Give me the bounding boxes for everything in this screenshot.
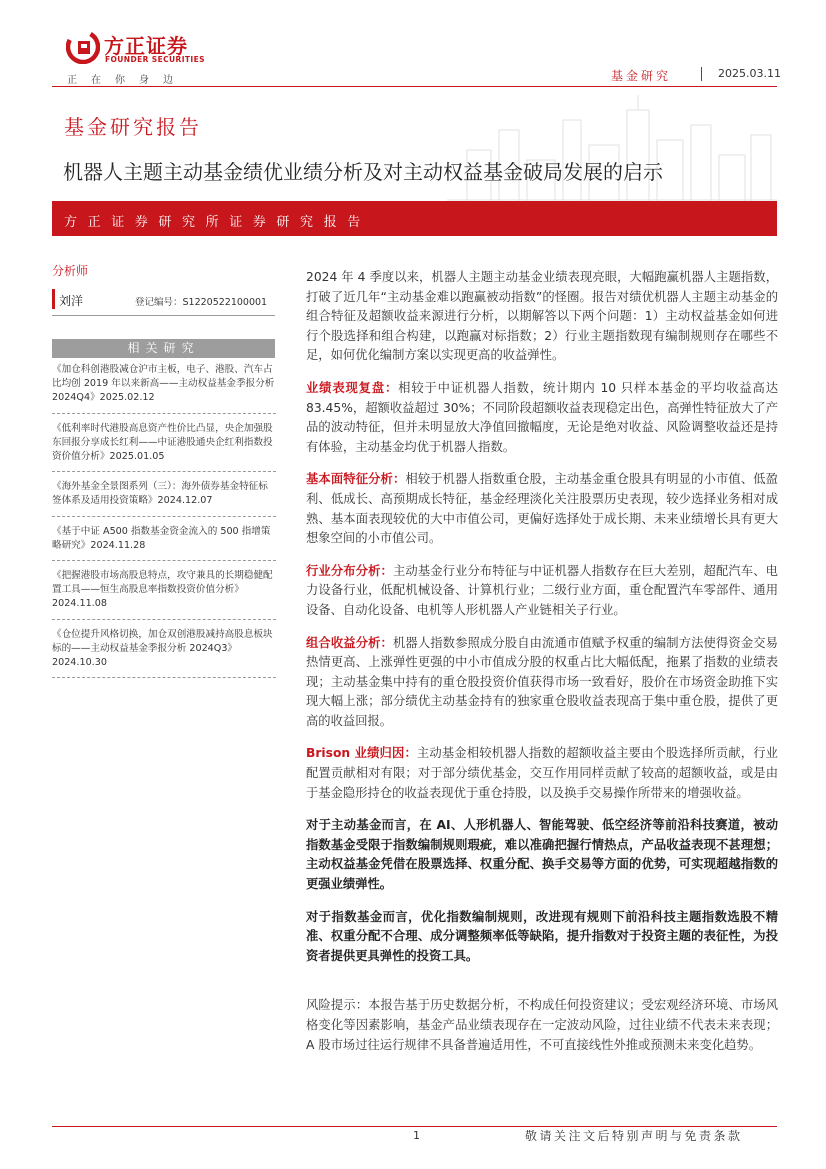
performance-paragraph [306,379,778,457]
brison-text: 主动基金相较机器人指数的超额收益主要由个股选择所贡献，行业配置贡献相对有限；对于部分绩优基金，交互作用同样贡献了较高的超额收益，或是由于基金隐形持仓的收益表现优于重仓持股，以及换手交易操作所带来的增强收益。 [306,746,778,800]
analyst-accent-bar [52,289,55,309]
industry-lead: 行业分布分析： [306,563,393,578]
brison-lead: Brison 业绩归因： [306,746,417,761]
fundamentals-text: 相较于机器人指数重仓股，主动基金重仓股具有明显的小市值、低盈利、低成长、高预期成长特征，基金经理淡化关注股票历史表现，较少选择业务相对成熟、基本面表现较优的大中市值公司，更偏好选择处于成长期、未来业绩增长具有更大想象空间的小市值公司。 [306,472,778,546]
performance-lead: 业绩表现复盘： [306,380,399,395]
summary-body [306,268,778,1068]
slogan: 正在你身边 [67,75,187,86]
page-number: 1 [413,1129,420,1142]
portfolio-text: 机器人指数参照成分股自由流通市值赋予权重的编制方法使得资金交易热情更高、上涨弹性更强的中小市值成分股的权重占比大幅低配，拖累了指数的业绩表现；主动基金集中持有的重仓股投资价值获得市场一致看好，股价在市场资金助推下实现大幅上涨；部分绩优主动基金持有的独家重仓股收益表现高于集中重仓股，提供了更高的收益回报。 [306,635,778,728]
header-separator [701,67,702,81]
logo-chinese-name: 方正证券 [104,34,188,58]
disclaimer-note[interactable]: 敬请关注文后特别声明与免责条款 [525,1129,743,1143]
analyst-registration: 登记编号：S1220522100001 [135,297,268,308]
header-date: 2025.03.11 [718,67,781,80]
founder-logo-icon [66,30,100,64]
portfolio-paragraph [306,634,778,732]
related-research-link[interactable]: 《仓位提升风格切换，加仓双创港股减持高股息板块标的——主动权益基金季报分析 2024Q3》2024.10.30 [52,627,276,679]
header-category: 基金研究 [611,69,672,83]
analyst-label: 分析师 [52,264,89,278]
related-research-header: 相关研究 [52,339,275,358]
report-title: 机器人主题主动基金绩优业绩分析及对主动权益基金破局发展的启示 [63,160,663,184]
active-fund-conclusion: 对于主动基金而言，在 AI、人形机器人、智能驾驶、低空经济等前沿科技赛道，被动指数基金受限于指数编制规则瑕疵，难以准确把握行情热点，产品收益表现不甚理想；主动权益基金凭借在股票选择、权重分配、换手交易等方面的优势，可实现超越指数的更强业绩弹性。 [306,818,778,892]
industry-paragraph [306,562,778,621]
risk-warning: 风险提示：本报告基于历史数据分析，不构成任何投资建议；受宏观经济环境、市场风格变化等因素影响，基金产品业绩表现存在一定波动风险，过往业绩不代表未来表现；A 股市场过往运行规律不具备普遍适用性，不可直接线性外推或预测未来变化趋势。 [306,998,778,1052]
industry-text: 主动基金行业分布特征与中证机器人指数存在巨大差别，超配汽车、电力设备行业，低配机械设备、计算机行业；二级行业方面，重仓配置汽车零部件、通用设备、自动化设备、电机等人形机器人产业链相关子行业。 [306,563,778,617]
related-research-link[interactable]: 《基于中证 A500 指数基金资金流入的 500 指增策略研究》2024.11.28 [52,524,276,561]
fundamentals-paragraph [306,470,778,548]
fundamentals-lead: 基本面特征分析： [306,472,406,487]
index-fund-conclusion: 对于指数基金而言，优化指数编制规则，改进现有规则下前沿科技主题指数选股不精准、权重分配不合理、成分调整频率低等缺陷，提升指数对于投资主题的表征性，为投资者提供更具弹性的投资工具。 [306,909,778,963]
related-research-link[interactable]: 《海外基金全景图系列（三）：海外债券基金特征标签体系及适用投资策略》2024.12.07 [52,479,276,516]
logo-english-name: FOUNDER SECURITIES [105,55,205,64]
report-type: 基金研究报告 [64,115,202,139]
portfolio-lead: 组合收益分析： [306,635,393,650]
header-rule [52,86,777,87]
related-research-link[interactable]: 《加仓科创港股减仓沪市主板，电子、港股、汽车占比均创 2019 年以来新高——主动权益基金季报分析 2024Q4》2025.02.12 [52,362,276,414]
analyst-name: 刘洋 [59,294,84,308]
related-research-link[interactable]: 《把握港股市场高股息特点，攻守兼具的长期稳健配置工具——恒生高股息率指数投资价值分析》2024.11.08 [52,568,276,620]
performance-text: 相较于中证机器人指数，统计期内 10 只样本基金的平均收益高达 83.45%，超额收益超过 30%；不同阶段超额收益表现稳定出色，高弹性特征放大了产品的波动特征，但并未明显放大净值回撤幅度，无论是绝对收益、风险调整收益还是持有体验，主动基金均优于机器人指数。 [306,380,778,454]
related-research-list [52,362,276,685]
brison-paragraph [306,744,778,803]
analyst-divider [52,315,275,316]
institute-band-text: 方正证券研究所证券研究报告 [64,215,371,230]
intro-paragraph: 2024 年 4 季度以来，机器人主题主动基金业绩表现亮眼，大幅跑赢机器人主题指数，打破了近几年“主动基金难以跑赢被动指数”的怪圈。报告对绩优机器人主题主动基金的组合特征及超额收益来源进行分析，以期解答以下两个问题：1）主动权益基金如何进行个股选择和组合构建，以跑赢对标指数；2）行业主题指数现有编制规则存在哪些不足，如何优化编制方案以实现更高的收益弹性。 [306,270,778,363]
related-research-link[interactable]: 《低利率时代港股高息资产性价比凸显，央企加强股东回报分享成长红利——中证港股通央企红利指数投资价值分析》2025.01.05 [52,421,276,473]
